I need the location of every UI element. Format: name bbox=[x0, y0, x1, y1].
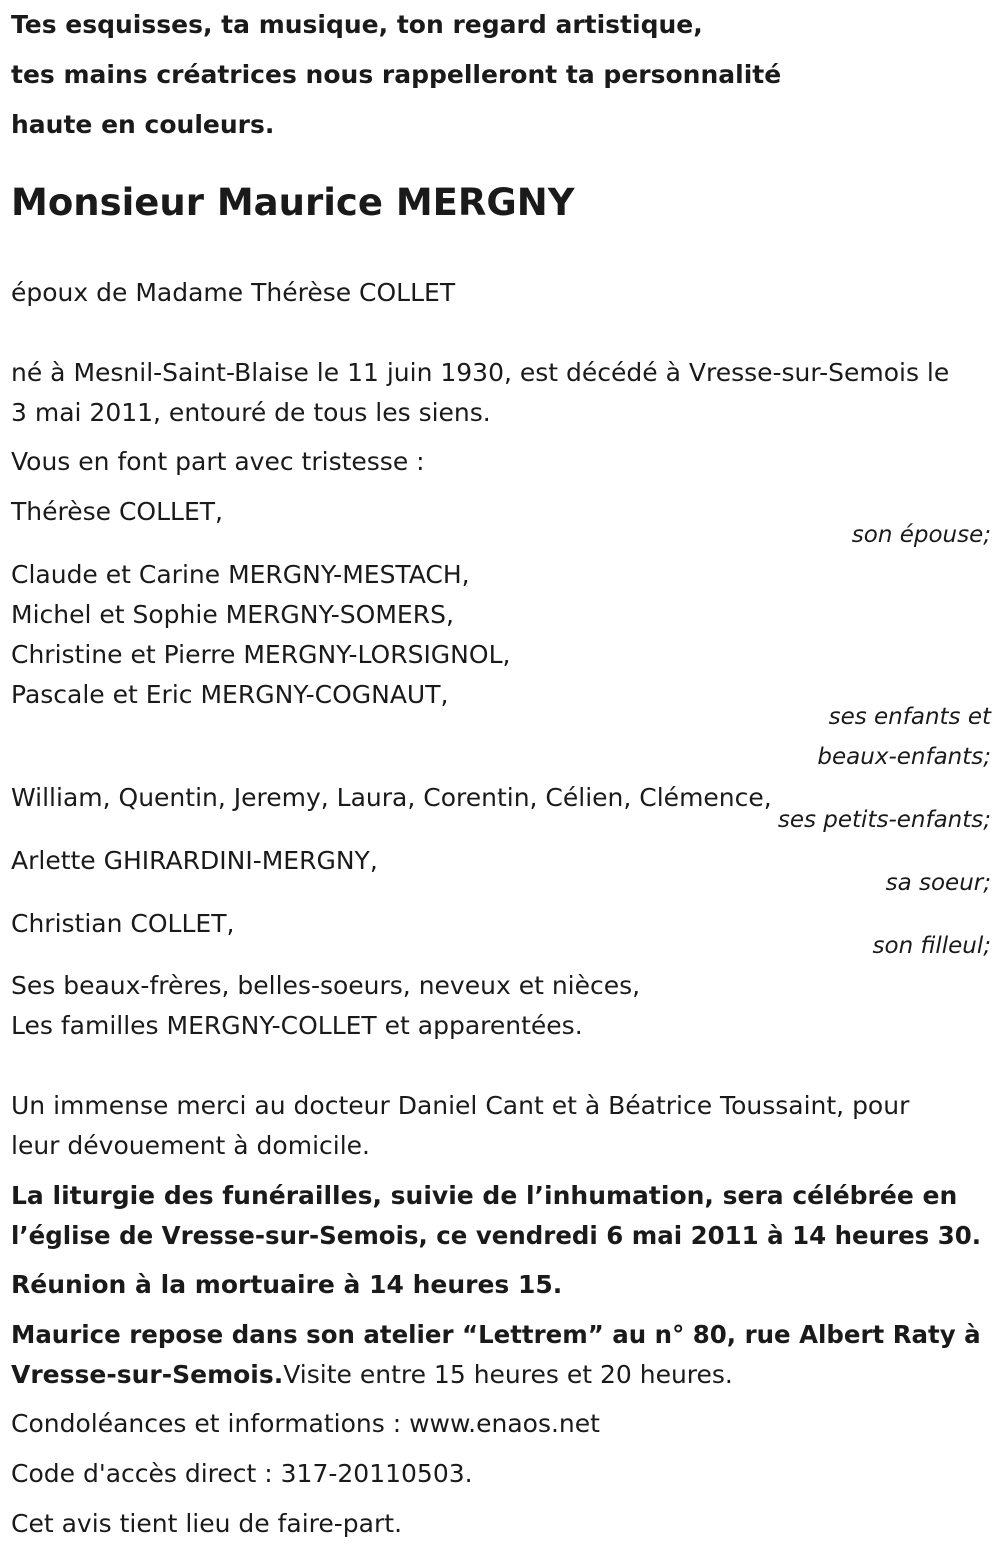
intro-line-3: haute en couleurs. bbox=[11, 110, 275, 139]
deceased-name: Monsieur Maurice MERGNY bbox=[11, 181, 575, 224]
birth-death-line-1: né à Mesnil-Saint-Blaise le 11 juin 1930, est décédé à Vresse-sur-Semois le bbox=[11, 358, 950, 387]
rest-line-1: Maurice repose dans son atelier “Lettrem” au n° 80, rue Albert Raty à bbox=[11, 1320, 981, 1349]
child-entry: Michel et Sophie MERGNY-SOMERS, bbox=[11, 600, 454, 629]
grandchildren-names: William, Quentin, Jeremy, Laura, Corentin, Célien, Clémence, bbox=[11, 783, 772, 812]
meeting-info: Réunion à la mortuaire à 14 heures 15. bbox=[11, 1270, 563, 1299]
godson-name: Christian COLLET, bbox=[11, 909, 235, 938]
sister-name: Arlette GHIRARDINI-MERGNY, bbox=[11, 846, 378, 875]
liturgy-line-1: La liturgie des funérailles, suivie de l’inhumation, sera célébrée en bbox=[11, 1181, 958, 1210]
access-code: Code d'accès direct : 317-20110503. bbox=[11, 1459, 473, 1488]
spouse-role: son épouse; bbox=[851, 522, 991, 548]
child-entry: Claude et Carine MERGNY-MESTACH, bbox=[11, 560, 470, 589]
birth-death-line-2: 3 mai 2011, entouré de tous les siens. bbox=[11, 398, 491, 427]
intro-line-1: Tes esquisses, ta musique, ton regard artistique, bbox=[11, 10, 703, 39]
other-relatives-line-2: Les familles MERGNY-COLLET et apparentées. bbox=[11, 1011, 583, 1040]
spouse-line: époux de Madame Thérèse COLLET bbox=[11, 278, 456, 307]
children-role-line-1: ses enfants et bbox=[828, 704, 991, 730]
rest-line-2 bbox=[11, 1358, 991, 1392]
visit-hours: Visite entre 15 heures et 20 heures. bbox=[283, 1360, 733, 1389]
child-entry: Christine et Pierre MERGNY-LORSIGNOL, bbox=[11, 640, 511, 669]
closing-note: Cet avis tient lieu de faire-part. bbox=[11, 1509, 403, 1538]
godson-role: son filleul; bbox=[872, 933, 991, 959]
rest-place: Vresse-sur-Semois. bbox=[11, 1360, 284, 1389]
thanks-line-1: Un immense merci au docteur Daniel Cant et à Béatrice Toussaint, pour bbox=[11, 1091, 910, 1120]
condolences-info: Condoléances et informations : www.enaos.net bbox=[11, 1409, 600, 1438]
spouse-name: Thérèse COLLET, bbox=[11, 497, 223, 526]
sister-role: sa soeur; bbox=[885, 870, 991, 896]
intro-line-2: tes mains créatrices nous rappelleront ta personnalité bbox=[11, 60, 782, 89]
grandchildren-role: ses petits-enfants; bbox=[777, 807, 991, 833]
other-relatives-line-1: Ses beaux-frères, belles-soeurs, neveux et nièces, bbox=[11, 971, 641, 1000]
child-entry: Pascale et Eric MERGNY-COGNAUT, bbox=[11, 680, 449, 709]
children-role-line-2: beaux-enfants; bbox=[817, 744, 991, 770]
thanks-line-2: leur dévouement à domicile. bbox=[11, 1131, 370, 1160]
announcement: Vous en font part avec tristesse : bbox=[11, 447, 425, 476]
liturgy-line-2: l’église de Vresse-sur-Semois, ce vendredi 6 mai 2011 à 14 heures 30. bbox=[11, 1221, 981, 1250]
